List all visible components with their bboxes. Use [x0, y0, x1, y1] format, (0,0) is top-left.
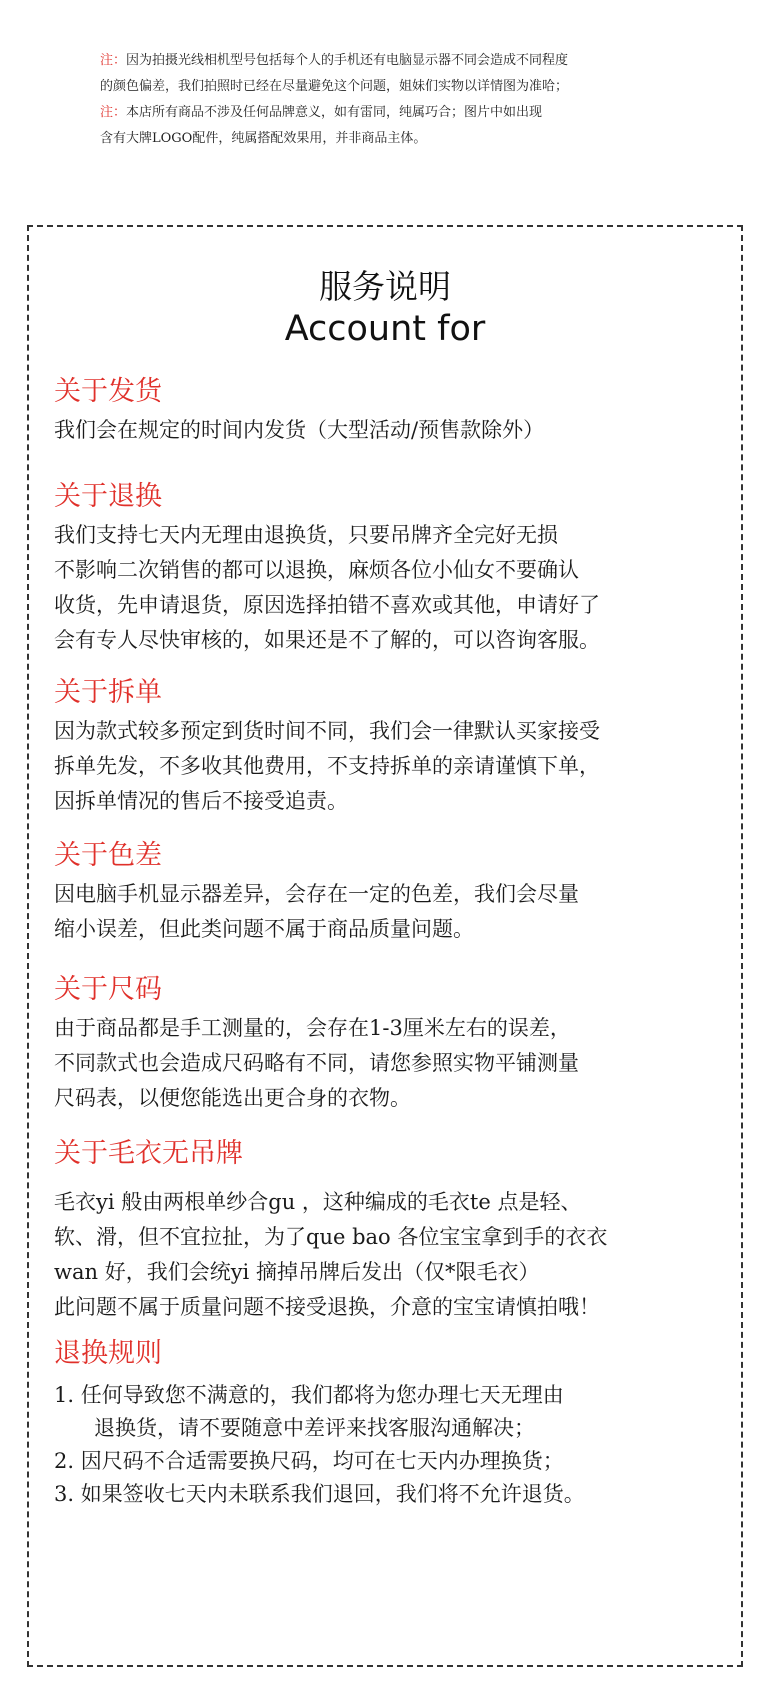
section-text: 收货，先申请退货，原因选择拍错不喜欢或其他，申请好了 [54, 593, 600, 617]
section-text: 软、滑，但不宜拉扯，为了que bao 各位宝宝拿到手的衣衣 [54, 1225, 608, 1249]
rule-item: 2. 因尺码不合适需要换尺码，均可在七天内办理换货； [54, 1449, 564, 1473]
section-heading: 关于色差 [54, 840, 162, 871]
notice-line [100, 74, 740, 100]
section-text: 会有专人尽快审核的，如果还是不了解的，可以咨询客服。 [54, 628, 600, 652]
notice-line [100, 100, 740, 126]
section-sweater-tags [54, 1137, 734, 1325]
section-shipping [54, 375, 734, 448]
section-text: 拆单先发，不多收其他费用，不支持拆单的亲请谨慎下单， [54, 754, 600, 778]
notice-line [100, 126, 740, 152]
notice-text: 的颜色偏差，我们拍照时已经在尽量避免这个问题，姐妹们实物以详情图为准哈； [100, 79, 569, 94]
section-text: wan 好，我们会统yi 摘掉吊牌后发出（仅*限毛衣） [54, 1260, 540, 1284]
section-heading: 关于毛衣无吊牌 [54, 1138, 243, 1169]
section-text: 尺码表，以便您能选出更合身的衣物。 [54, 1086, 411, 1110]
section-text: 缩小误差，但此类问题不属于商品质量问题。 [54, 917, 474, 941]
section-heading: 退换规则 [54, 1338, 162, 1369]
section-color-difference [54, 839, 734, 947]
service-box [27, 225, 743, 1667]
notice-mark: 注： [100, 105, 127, 120]
section-size [54, 973, 734, 1116]
section-text: 不同款式也会造成尺码略有不同，请您参照实物平铺测量 [54, 1051, 579, 1075]
service-subtitle: Account for [284, 309, 486, 349]
section-heading: 关于发货 [54, 376, 162, 407]
notice-text: 本店所有商品不涉及任何品牌意义，如有雷同，纯属巧合；图片中如出现 [126, 105, 543, 120]
rule-item: 3. 如果签收七天内未联系我们退回，我们将不允许退货。 [54, 1482, 585, 1506]
notice-text: 因为拍摄光线相机型号包括每个人的手机还有电脑显示器不同会造成不同程度 [126, 53, 569, 68]
section-return-rules [54, 1337, 734, 1511]
section-text: 因电脑手机显示器差异，会存在一定的色差，我们会尽量 [54, 882, 579, 906]
section-text: 毛衣yi 般由两根单纱合gu ，这种编成的毛衣te 点是轻、 [54, 1190, 582, 1214]
section-text: 此问题不属于质量问题不接受退换，介意的宝宝请慎拍哦！ [54, 1295, 600, 1319]
section-split-order [54, 676, 734, 819]
section-returns [54, 480, 734, 658]
section-heading: 关于尺码 [54, 974, 162, 1005]
section-text: 我们支持七天内无理由退换货，只要吊牌齐全完好无损 [54, 523, 558, 547]
notice-line [100, 48, 740, 74]
section-text: 因为款式较多预定到货时间不同，我们会一律默认买家接受 [54, 719, 600, 743]
rule-item-continuation: 退换货，请不要随意中差评来找客服沟通解决； [94, 1416, 535, 1440]
service-title: 服务说明 [319, 267, 451, 306]
section-text: 我们会在规定的时间内发货（大型活动/预售款除外） [54, 418, 545, 442]
top-notice [100, 48, 740, 152]
notice-text: 含有大牌LOGO配件，纯属搭配效果用，并非商品主体。 [100, 131, 427, 146]
notice-mark: 注： [100, 53, 127, 68]
section-text: 由于商品都是手工测量的，会存在1-3厘米左右的误差， [54, 1016, 571, 1040]
section-text: 因拆单情况的售后不接受追责。 [54, 789, 348, 813]
section-heading: 关于拆单 [54, 677, 162, 708]
section-heading: 关于退换 [54, 481, 162, 512]
rule-item: 1. 任何导致您不满意的，我们都将为您办理七天无理由 [54, 1383, 564, 1407]
section-text: 不影响二次销售的都可以退换，麻烦各位小仙女不要确认 [54, 558, 579, 582]
